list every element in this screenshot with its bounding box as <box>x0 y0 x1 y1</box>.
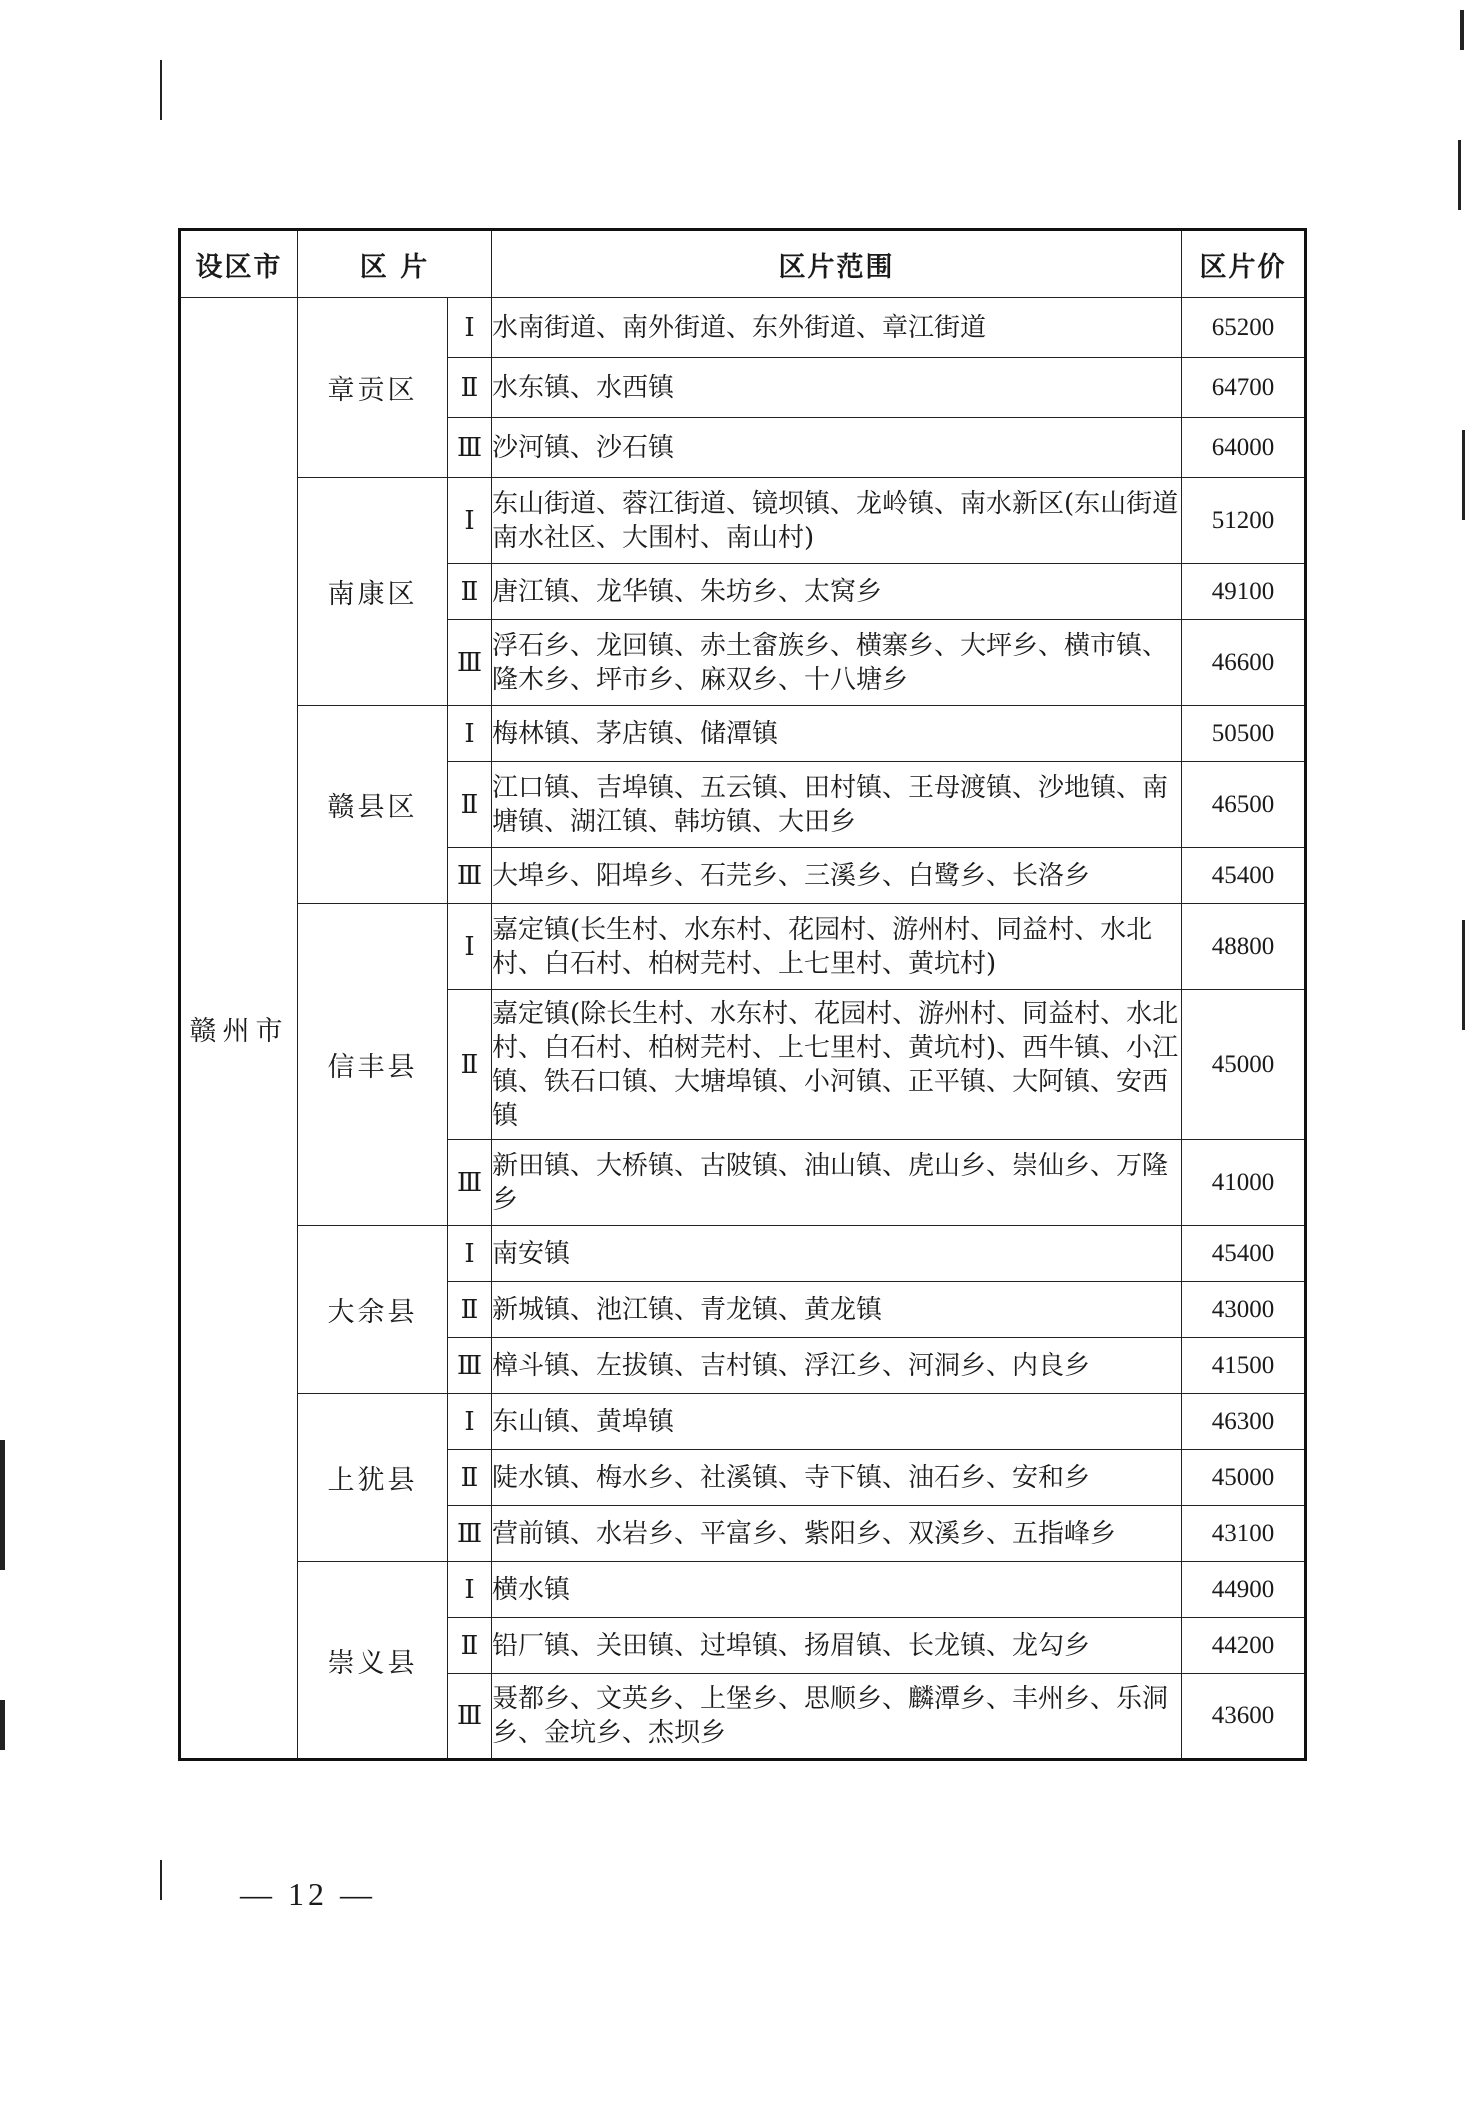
city-cell: 赣州市 <box>180 298 298 1760</box>
zone-price-cell: 64700 <box>1182 358 1306 418</box>
zone-level-cell: Ⅲ <box>448 1140 492 1226</box>
header-district: 区 片 <box>298 230 492 298</box>
zone-price-cell: 43100 <box>1182 1506 1306 1562</box>
zone-scope-cell: 大埠乡、阳埠乡、石芫乡、三溪乡、白鹭乡、长洛乡 <box>492 848 1182 904</box>
zone-scope-cell: 水东镇、水西镇 <box>492 358 1182 418</box>
scan-edge-mark <box>160 60 162 120</box>
header-scope: 区片范围 <box>492 230 1182 298</box>
zone-price-cell: 48800 <box>1182 904 1306 990</box>
zone-scope-cell: 新城镇、池江镇、青龙镇、黄龙镇 <box>492 1282 1182 1338</box>
zone-level-cell: Ⅱ <box>448 762 492 848</box>
zone-level-cell: Ⅰ <box>448 478 492 564</box>
zone-scope-cell: 嘉定镇(除长生村、水东村、花园村、游州村、同益村、水北村、白石村、柏树芫村、上七里村、黄坑村)、西牛镇、小江镇、铁石口镇、大塘埠镇、小河镇、正平镇、大阿镇、安西镇 <box>492 990 1182 1140</box>
zone-scope-cell: 聂都乡、文英乡、上堡乡、思顺乡、麟潭乡、丰州乡、乐洞乡、金坑乡、杰坝乡 <box>492 1674 1182 1760</box>
zone-scope-cell: 铅厂镇、关田镇、过埠镇、扬眉镇、长龙镇、龙勾乡 <box>492 1618 1182 1674</box>
zone-scope-cell: 南安镇 <box>492 1226 1182 1282</box>
table-row <box>180 298 1306 358</box>
zone-scope-cell: 东山街道、蓉江街道、镜坝镇、龙岭镇、南水新区(东山街道南水社区、大围村、南山村) <box>492 478 1182 564</box>
zone-scope-cell: 梅林镇、茅店镇、储潭镇 <box>492 706 1182 762</box>
zone-scope-cell: 营前镇、水岩乡、平富乡、紫阳乡、双溪乡、五指峰乡 <box>492 1506 1182 1562</box>
zone-price-cell: 46600 <box>1182 620 1306 706</box>
zone-level-cell: Ⅲ <box>448 620 492 706</box>
zone-price-cell: 43000 <box>1182 1282 1306 1338</box>
zone-price-cell: 43600 <box>1182 1674 1306 1760</box>
zone-level-cell: Ⅰ <box>448 706 492 762</box>
zone-level-cell: Ⅰ <box>448 1562 492 1618</box>
zone-price-cell: 41500 <box>1182 1338 1306 1394</box>
zone-scope-cell: 陡水镇、梅水乡、社溪镇、寺下镇、油石乡、安和乡 <box>492 1450 1182 1506</box>
zone-price-cell: 45400 <box>1182 1226 1306 1282</box>
zone-level-cell: Ⅰ <box>448 1226 492 1282</box>
zone-level-cell: Ⅰ <box>448 1394 492 1450</box>
scan-edge-mark <box>1460 10 1464 50</box>
zone-price-cell: 45000 <box>1182 1450 1306 1506</box>
zone-scope-cell: 水南街道、南外街道、东外街道、章江街道 <box>492 298 1182 358</box>
zone-level-cell: Ⅲ <box>448 1338 492 1394</box>
table-header-row <box>180 230 1306 298</box>
zone-level-cell: Ⅱ <box>448 1282 492 1338</box>
zone-level-cell: Ⅱ <box>448 990 492 1140</box>
district-cell: 崇义县 <box>298 1562 448 1760</box>
zone-level-cell: Ⅰ <box>448 904 492 990</box>
scan-edge-mark <box>1458 140 1461 210</box>
zone-price-cell: 46500 <box>1182 762 1306 848</box>
district-cell: 章贡区 <box>298 298 448 478</box>
zone-level-cell: Ⅱ <box>448 1618 492 1674</box>
scan-edge-mark <box>1462 920 1465 1030</box>
district-cell: 南康区 <box>298 478 448 706</box>
scan-edge-mark <box>1462 430 1465 520</box>
zone-price-cell: 64000 <box>1182 418 1306 478</box>
zone-level-cell: Ⅲ <box>448 1674 492 1760</box>
zone-price-cell: 51200 <box>1182 478 1306 564</box>
zone-price-cell: 50500 <box>1182 706 1306 762</box>
table-body <box>180 298 1306 1760</box>
scan-edge-mark <box>0 1440 5 1570</box>
zone-price-cell: 44900 <box>1182 1562 1306 1618</box>
zone-level-cell: Ⅱ <box>448 1450 492 1506</box>
zone-price-cell: 65200 <box>1182 298 1306 358</box>
zone-level-cell: Ⅲ <box>448 848 492 904</box>
zone-price-cell: 45000 <box>1182 990 1306 1140</box>
zone-price-cell: 45400 <box>1182 848 1306 904</box>
zone-level-cell: Ⅱ <box>448 358 492 418</box>
zone-scope-cell: 横水镇 <box>492 1562 1182 1618</box>
zone-price-cell: 49100 <box>1182 564 1306 620</box>
zone-scope-cell: 江口镇、吉埠镇、五云镇、田村镇、王母渡镇、沙地镇、南塘镇、湖江镇、韩坊镇、大田乡 <box>492 762 1182 848</box>
zone-scope-cell: 东山镇、黄埠镇 <box>492 1394 1182 1450</box>
table-row <box>180 1562 1306 1618</box>
zone-scope-cell: 沙河镇、沙石镇 <box>492 418 1182 478</box>
zone-level-cell: Ⅲ <box>448 418 492 478</box>
page-number: — 12 — <box>240 1876 376 1912</box>
district-cell: 大余县 <box>298 1226 448 1394</box>
land-price-table <box>178 228 1307 1761</box>
scan-edge-mark <box>0 1700 5 1750</box>
table-row <box>180 1226 1306 1282</box>
table-row <box>180 706 1306 762</box>
table-row <box>180 904 1306 990</box>
zone-scope-cell: 樟斗镇、左拔镇、吉村镇、浮江乡、河洞乡、内良乡 <box>492 1338 1182 1394</box>
zone-level-cell: Ⅰ <box>448 298 492 358</box>
header-price: 区片价 <box>1182 230 1306 298</box>
zone-price-cell: 44200 <box>1182 1618 1306 1674</box>
table-row <box>180 478 1306 564</box>
table-row <box>180 1394 1306 1450</box>
header-city: 设区市 <box>180 230 298 298</box>
zone-scope-cell: 浮石乡、龙回镇、赤土畲族乡、横寨乡、大坪乡、横市镇、隆木乡、坪市乡、麻双乡、十八塘乡 <box>492 620 1182 706</box>
district-cell: 上犹县 <box>298 1394 448 1562</box>
scan-edge-mark <box>160 1860 162 1900</box>
zone-price-cell: 41000 <box>1182 1140 1306 1226</box>
zone-scope-cell: 新田镇、大桥镇、古陂镇、油山镇、虎山乡、崇仙乡、万隆乡 <box>492 1140 1182 1226</box>
zone-scope-cell: 嘉定镇(长生村、水东村、花园村、游州村、同益村、水北村、白石村、柏树芫村、上七里村、黄坑村) <box>492 904 1182 990</box>
district-cell: 赣县区 <box>298 706 448 904</box>
zone-level-cell: Ⅲ <box>448 1506 492 1562</box>
zone-scope-cell: 唐江镇、龙华镇、朱坊乡、太窝乡 <box>492 564 1182 620</box>
district-cell: 信丰县 <box>298 904 448 1226</box>
zone-price-cell: 46300 <box>1182 1394 1306 1450</box>
zone-level-cell: Ⅱ <box>448 564 492 620</box>
land-price-sheet <box>178 228 1304 1761</box>
